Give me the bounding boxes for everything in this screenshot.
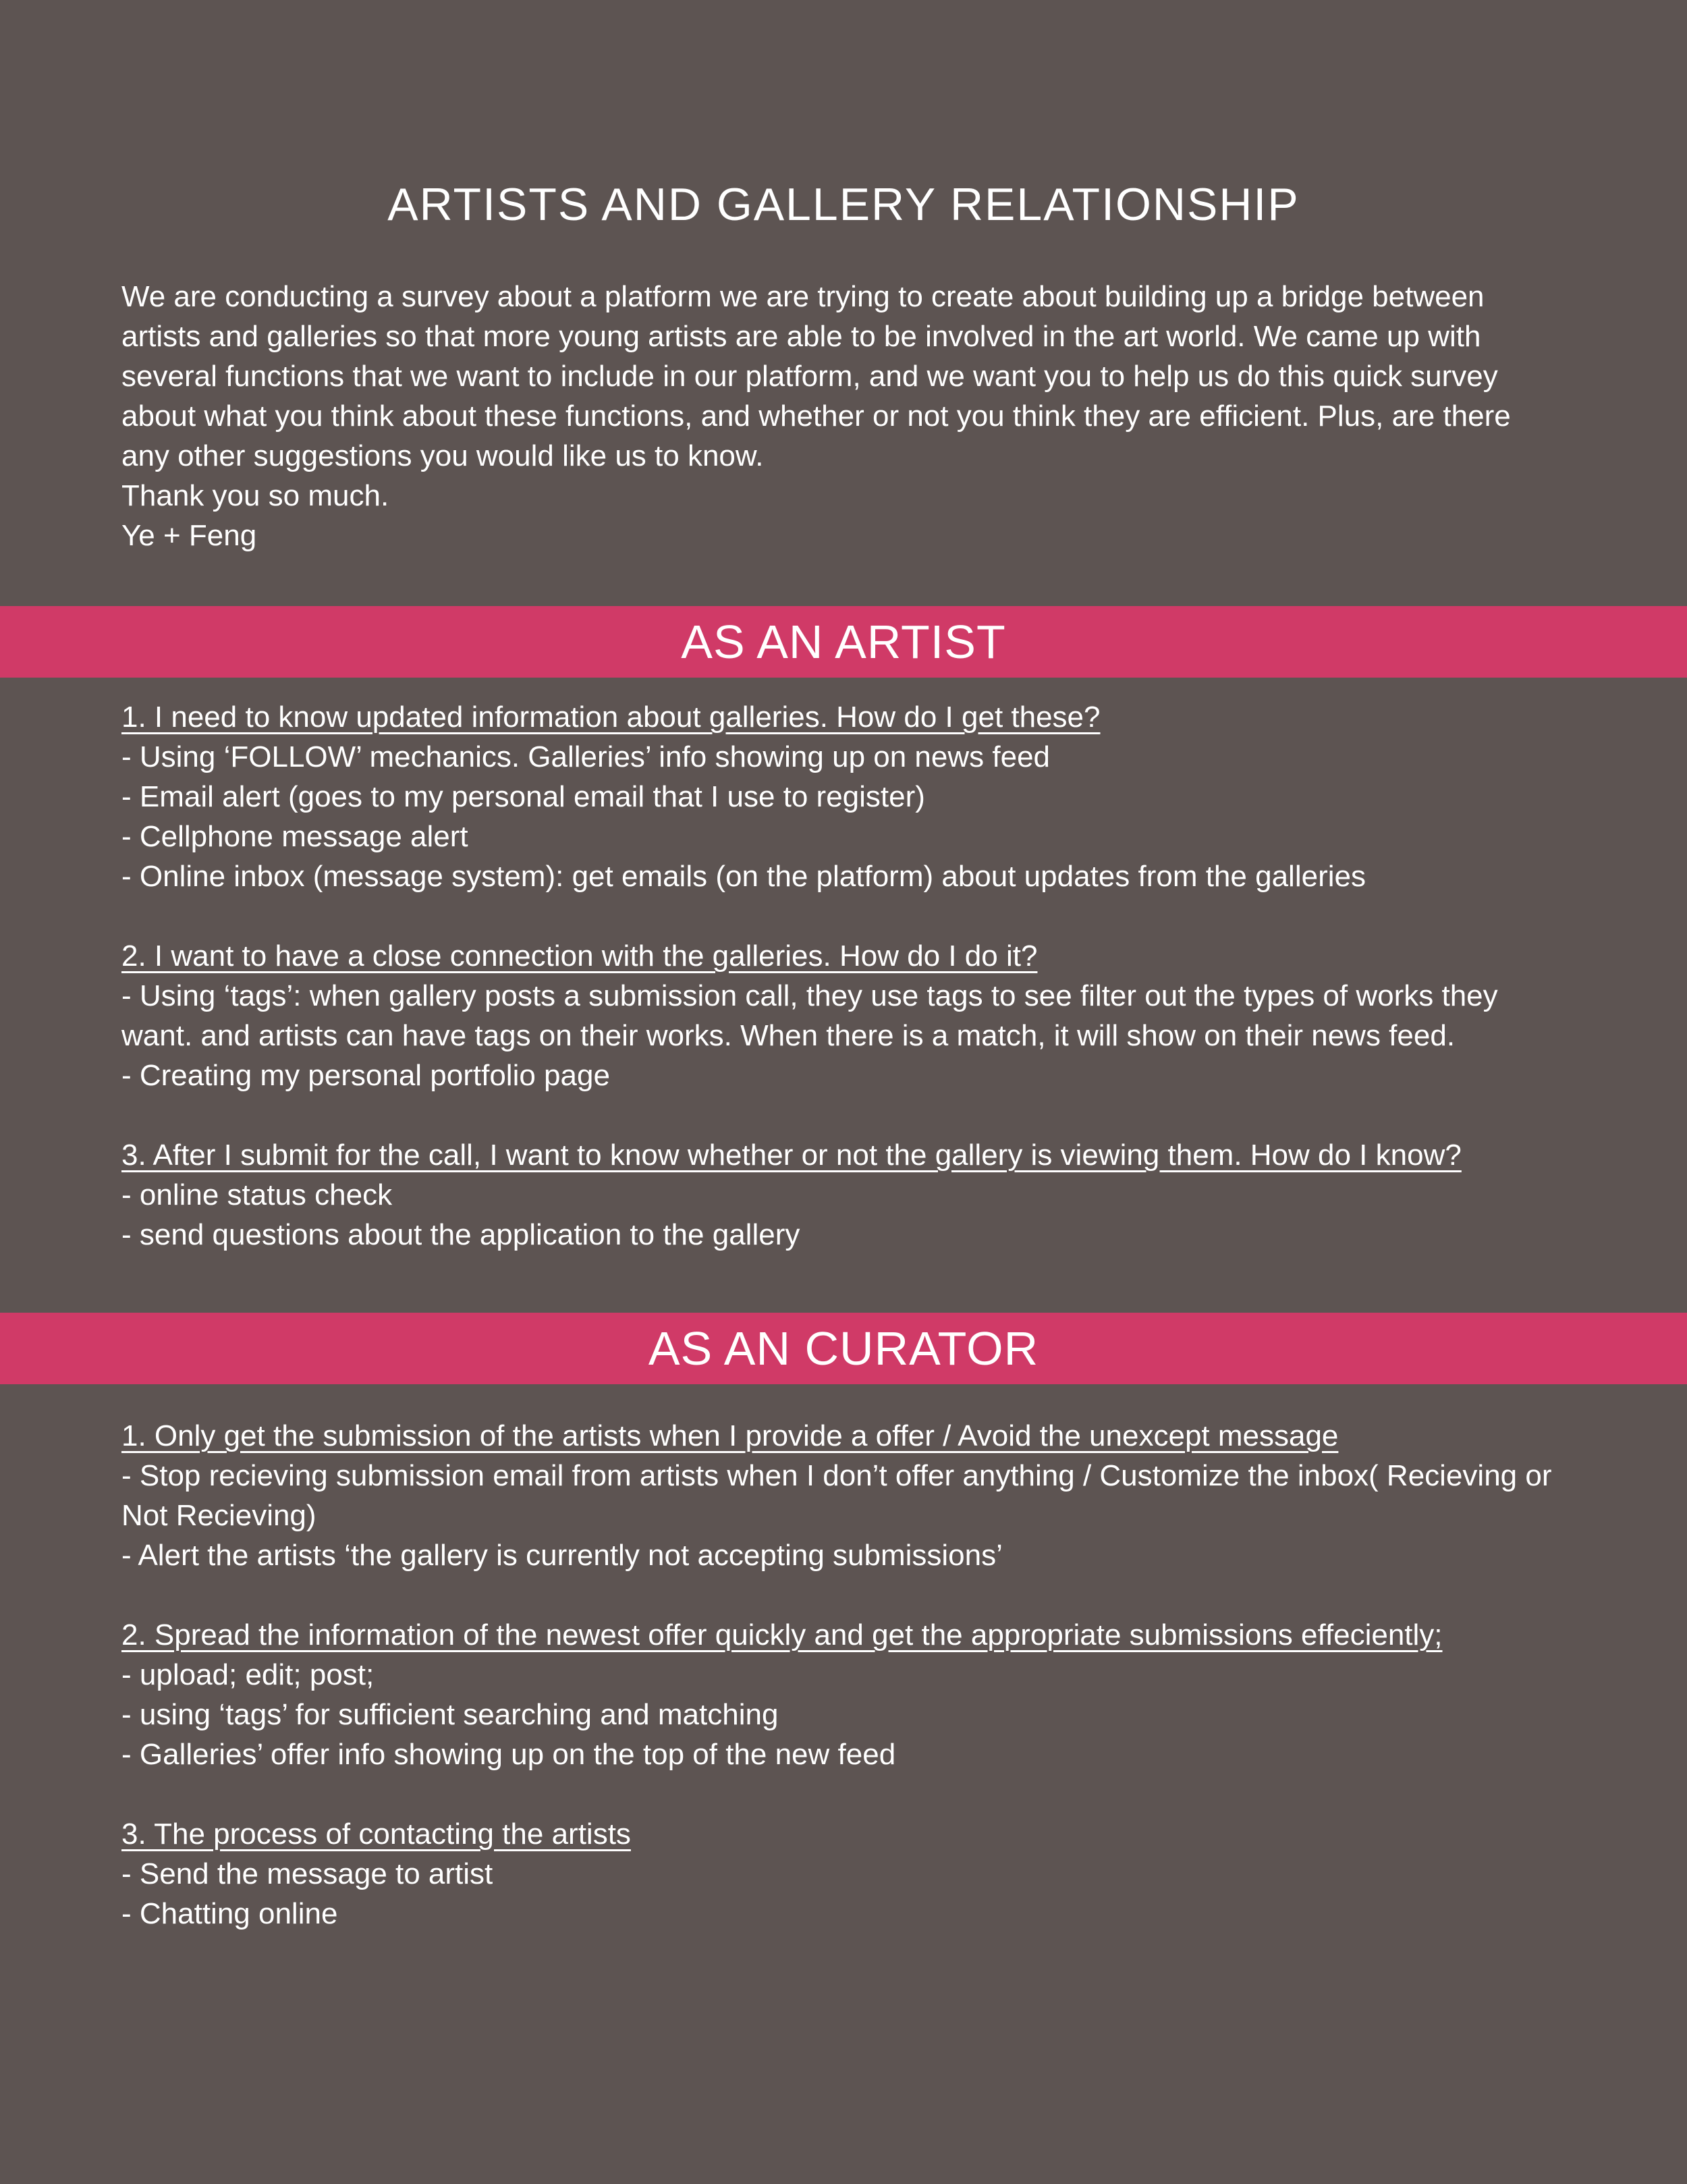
artist-section-heading: AS AN ARTIST (0, 606, 1687, 678)
list-item: - online status check (121, 1178, 393, 1211)
artist-question-3: 3. After I submit for the call, I want to know whether or not the gallery is viewing them. How do I know? (121, 1139, 1462, 1172)
curator-section (121, 1416, 1566, 1934)
page-title: ARTISTS AND GALLERY RELATIONSHIP (387, 179, 1300, 230)
curator-question-1: 1. Only get the submission of the artists when I provide a offer / Avoid the unexcept message (121, 1419, 1339, 1452)
list-item: - Creating my personal portfolio page (121, 1059, 610, 1092)
list-item: - upload; edit; post; (121, 1658, 375, 1691)
list-item: - using ‘tags’ for sufficient searching and matching (121, 1698, 779, 1731)
intro-paragraph: We are conducting a survey about a platform we are trying to create about building up a bridge between artists and galleries so that more young artists are able to be involved in the art world. We came up with several functions that we want to include in our platform, and we want you to help us do this quick survey about what you think about these functions, and whether or not you think they are efficient. Plus, are there any other suggestions you would like us to know. (121, 280, 1511, 472)
curator-question-2: 2. Spread the information of the newest offer quickly and get the appropriate submissions effeciently; (121, 1618, 1443, 1651)
list-item: - Online inbox (message system): get emails (on the platform) about updates from the galleries (121, 860, 1366, 893)
intro-signature: Ye + Feng (121, 519, 257, 552)
curator-question-3: 3. The process of contacting the artists (121, 1818, 631, 1851)
list-item: - Alert the artists ‘the gallery is currently not accepting submissions’ (121, 1539, 1003, 1572)
list-item: - Email alert (goes to my personal email that I use to register) (121, 780, 925, 813)
list-item: - Using ‘tags’: when gallery posts a submission call, they use tags to see filter out the types of works they want. and artists can have tags on their works. When there is a match, it will show on their news feed. (121, 979, 1498, 1052)
list-item: - send questions about the application to the gallery (121, 1218, 800, 1251)
artist-answer-list-2 (121, 976, 1566, 1095)
artist-question-2: 2. I want to have a close connection with the galleries. How do I do it? (121, 939, 1038, 973)
artist-question-group-1 (121, 697, 1566, 896)
list-item: - Stop recieving submission email from artists when I don’t offer anything / Customize the inbox( Recieving or Not Recieving) (121, 1459, 1552, 1532)
curator-answer-list-1 (121, 1456, 1566, 1575)
artist-answer-list-1 (121, 737, 1566, 896)
list-item: - Galleries’ offer info showing up on the top of the new feed (121, 1738, 896, 1771)
curator-question-group-2 (121, 1615, 1566, 1774)
curator-answer-list-2 (121, 1655, 1566, 1774)
artist-answer-list-3 (121, 1175, 1566, 1255)
artist-question-1: 1. I need to know updated information about galleries. How do I get these? (121, 701, 1101, 734)
list-item: - Cellphone message alert (121, 820, 468, 853)
artist-section (121, 697, 1566, 1255)
intro-thanks: Thank you so much. (121, 479, 389, 512)
artist-question-group-2 (121, 936, 1566, 1095)
curator-answer-list-3 (121, 1854, 1566, 1934)
list-item: - Send the message to artist (121, 1857, 493, 1890)
intro-block (121, 277, 1566, 555)
list-item: - Chatting online (121, 1897, 338, 1930)
curator-section-heading: AS AN CURATOR (0, 1313, 1687, 1384)
curator-question-group-1 (121, 1416, 1566, 1575)
list-item: - Using ‘FOLLOW’ mechanics. Galleries’ info showing up on news feed (121, 740, 1051, 773)
curator-question-group-3 (121, 1814, 1566, 1934)
artist-question-group-3 (121, 1135, 1566, 1255)
